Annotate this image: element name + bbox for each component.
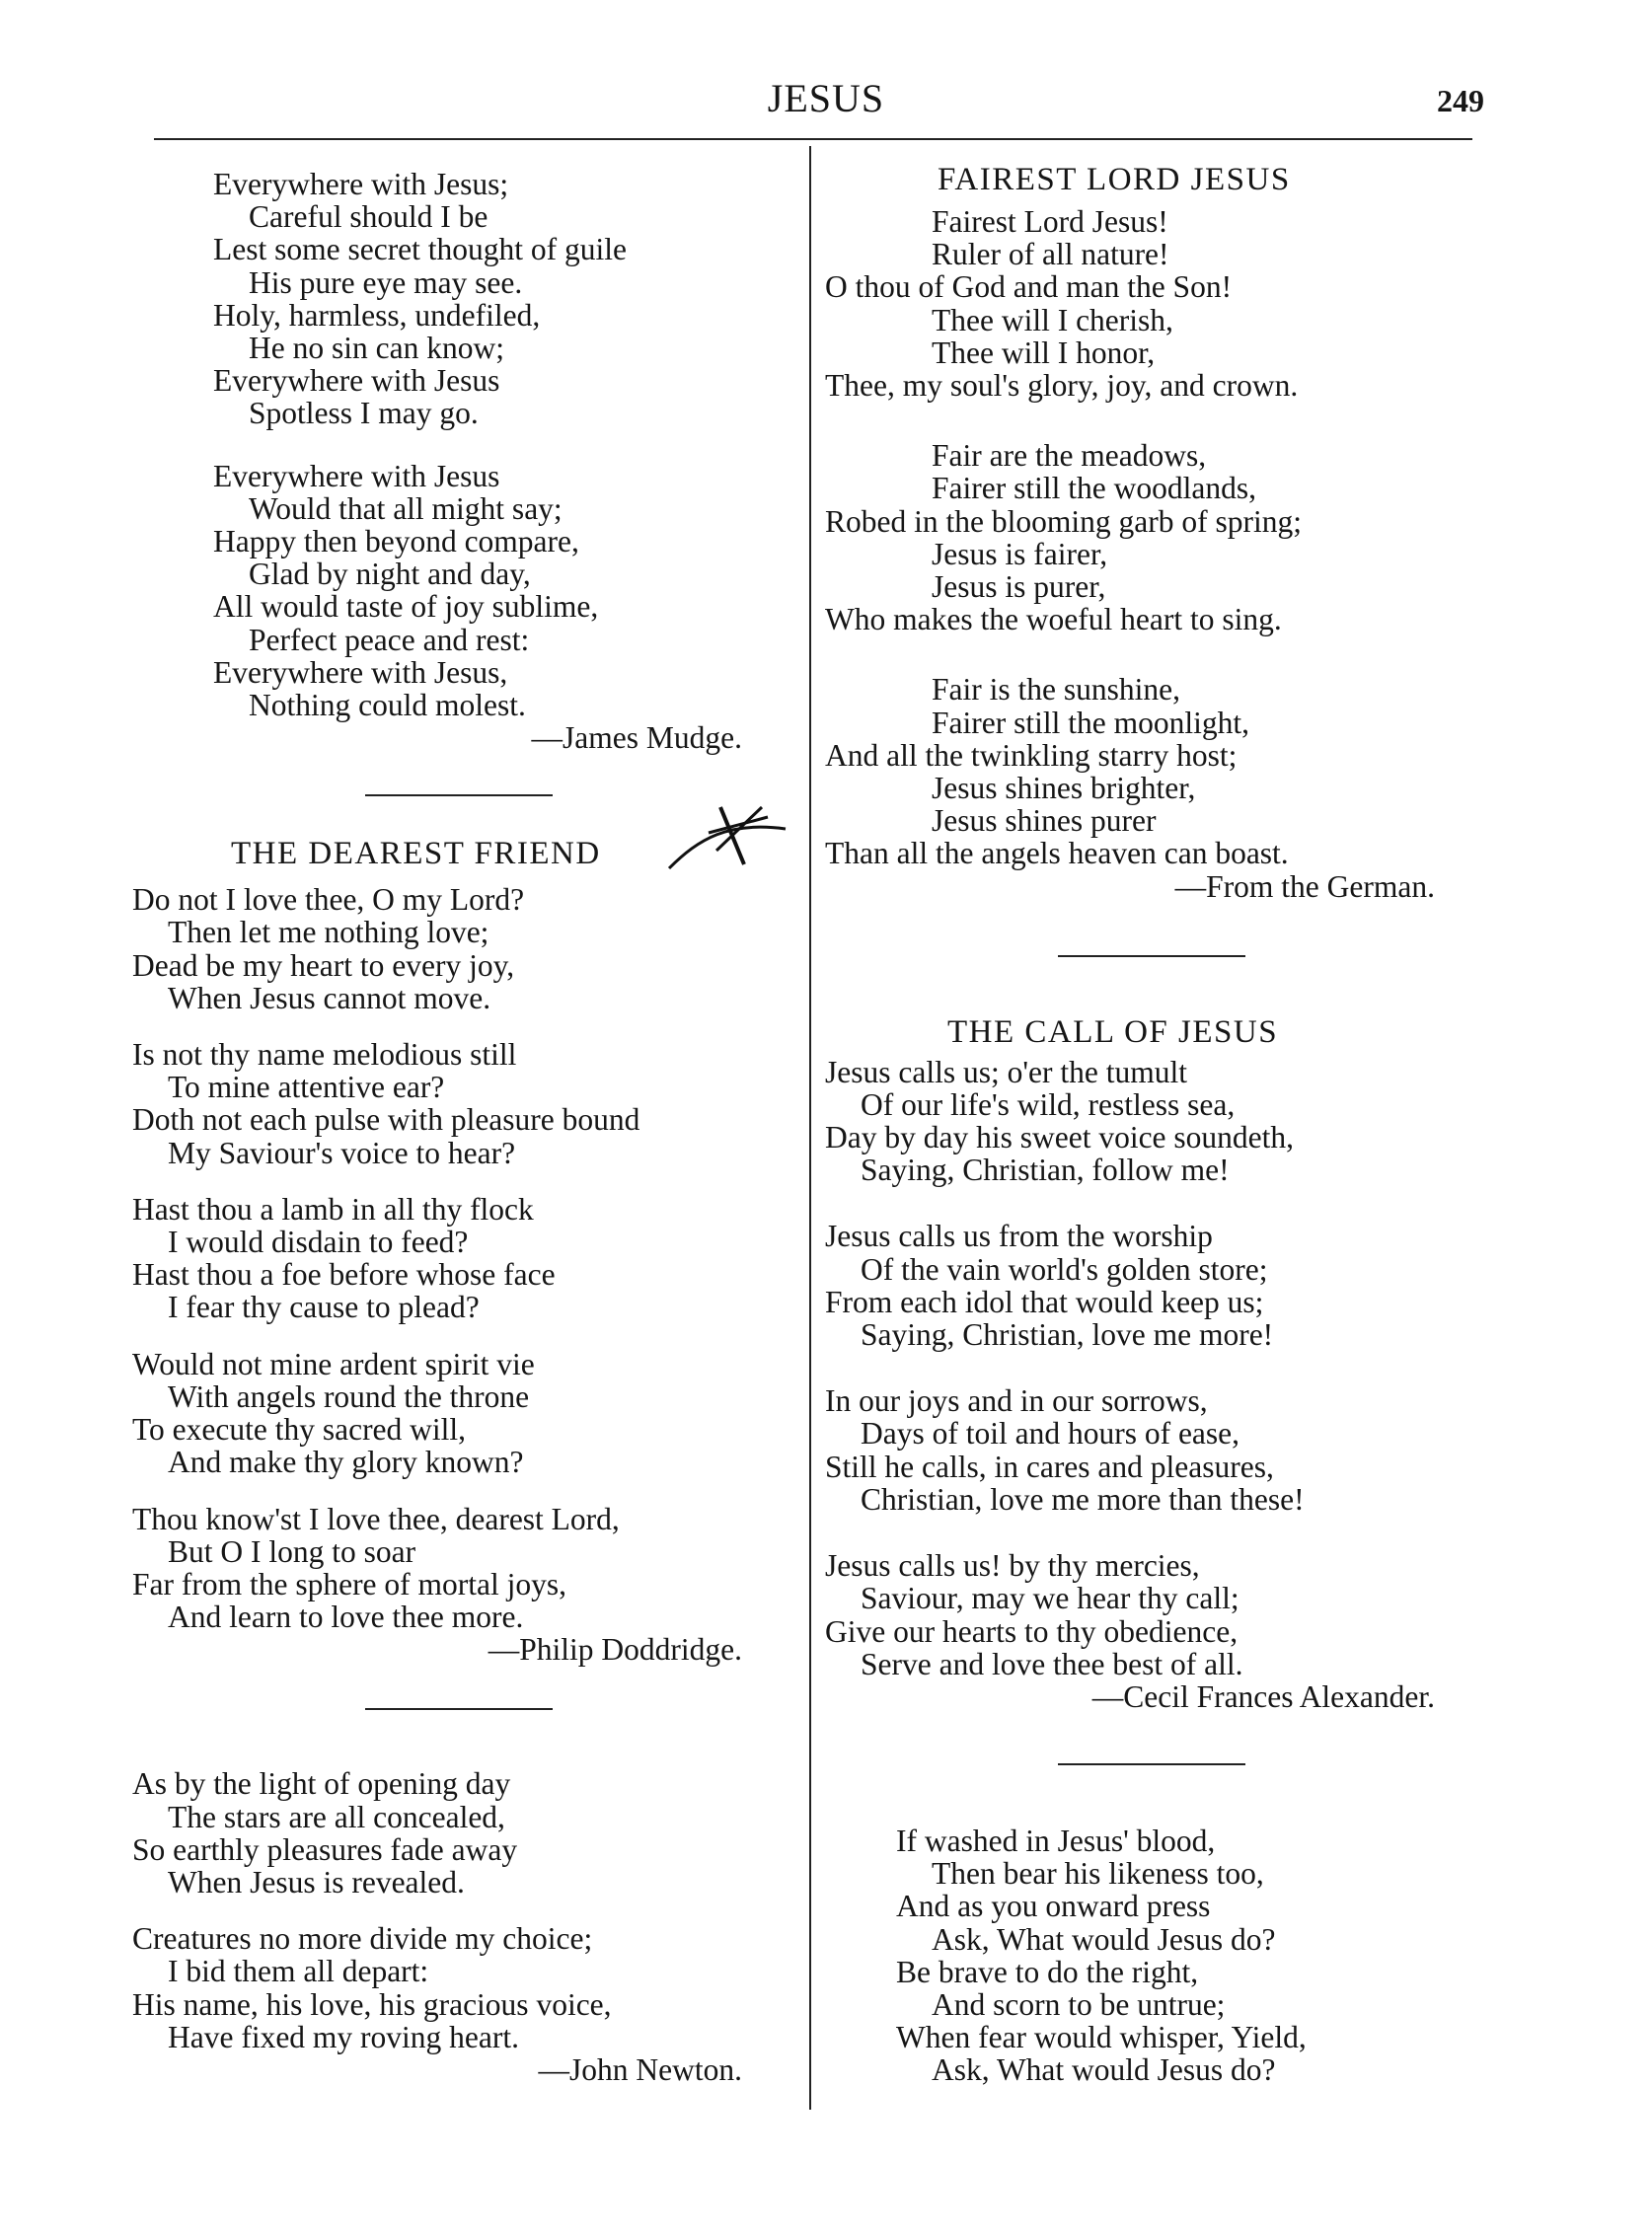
- verse-line: When Jesus cannot move.: [168, 980, 491, 1015]
- verse-line: My Saviour's voice to hear?: [168, 1135, 516, 1170]
- stanza: [825, 1824, 1496, 2087]
- verse-line: In our joys and in our sorrows,: [825, 1383, 1208, 1419]
- verse-line: Thee, my soul's glory, joy, and crown.: [825, 368, 1299, 404]
- verse-line: Give our hearts to thy obedience,: [825, 1613, 1239, 1649]
- verse-line: To execute thy sacred will,: [132, 1412, 467, 1448]
- hymn-call-of-jesus: [825, 1012, 1496, 1714]
- hymn-continuation: [132, 168, 784, 755]
- stanza: [132, 168, 784, 430]
- verse-line: Jesus calls us; o'er the tumult: [825, 1054, 1188, 1089]
- verse-line: When Jesus is revealed.: [168, 1864, 465, 1899]
- stanza: [132, 883, 784, 1014]
- stanza: [825, 1549, 1496, 1680]
- verse-line: And all the twinkling starry host;: [825, 737, 1238, 773]
- left-column: [132, 168, 784, 2087]
- verse-line: His pure eye may see.: [249, 264, 523, 300]
- verse-line: Everywhere with Jesus;: [213, 167, 509, 201]
- verse-line: Ruler of all nature!: [932, 237, 1169, 272]
- verse-line: Doth not each pulse with pleasure bound: [132, 1102, 640, 1138]
- verse-line: Saying, Christian, love me more!: [861, 1317, 1274, 1353]
- verse-line: I would disdain to feed?: [168, 1225, 469, 1260]
- stanza: [132, 1767, 784, 1899]
- verse-line: Spotless I may go.: [249, 396, 479, 431]
- verse-line: But O I long to soar: [168, 1533, 416, 1569]
- verse-line: I bid them all depart:: [168, 1954, 429, 1989]
- verse-line: Jesus shines brighter,: [932, 771, 1196, 806]
- verse-line: If washed in Jesus' blood,: [896, 1823, 1216, 1858]
- verse-line: Thee will I honor,: [932, 335, 1156, 370]
- stanza: [825, 1220, 1496, 1351]
- verse-line: Fairest Lord Jesus!: [932, 204, 1168, 239]
- verse-line: Who makes the woeful heart to sing.: [825, 602, 1282, 637]
- verse-line: Lest some secret thought of guile: [213, 232, 628, 267]
- verse-line: When fear would whisper, Yield,: [896, 2020, 1307, 2055]
- verse-line: Then bear his likeness too,: [932, 1856, 1264, 1892]
- stanza: [825, 1056, 1496, 1187]
- verse-line: Then let me nothing love;: [168, 915, 489, 950]
- verse-line: O thou of God and man the Son!: [825, 269, 1233, 305]
- verse-line: Do not I love thee, O my Lord?: [132, 882, 525, 918]
- stanza: [825, 1384, 1496, 1516]
- right-column: [825, 160, 1496, 2087]
- verse-line: Would not mine ardent spirit vie: [132, 1346, 535, 1381]
- verse-line: Saviour, may we hear thy call;: [861, 1581, 1239, 1616]
- verse-line: Is not thy name melodious still: [132, 1037, 517, 1073]
- verse-line: Ask, What would Jesus do?: [932, 2052, 1276, 2088]
- verse-line: Ask, What would Jesus do?: [932, 1921, 1276, 1957]
- verse-line: I fear thy cause to plead?: [168, 1290, 480, 1325]
- verse-line: Everywhere with Jesus: [213, 363, 500, 399]
- verse-line: Thou know'st I love thee, dearest Lord,: [132, 1501, 620, 1536]
- stanza: [132, 1038, 784, 1169]
- verse-line: And make thy glory known?: [168, 1445, 524, 1480]
- verse-line: From each idol that would keep us;: [825, 1284, 1264, 1319]
- verse-line: Everywhere with Jesus,: [213, 654, 508, 690]
- verse-line: Jesus is purer,: [932, 569, 1106, 605]
- stanza: [825, 439, 1496, 635]
- verse-line: Far from the sphere of mortal joys,: [132, 1566, 567, 1601]
- verse-line: As by the light of opening day: [132, 1766, 511, 1802]
- verse-line: Jesus shines purer: [932, 803, 1157, 839]
- verse-line: Dead be my heart to every joy,: [132, 947, 515, 983]
- hymn-fairest-lord-jesus: [825, 160, 1496, 904]
- header-rule: [154, 138, 1472, 140]
- verse-line: With angels round the throne: [168, 1378, 530, 1414]
- verse-line: And learn to love thee more.: [168, 1600, 524, 1635]
- hymn-author: —Cecil Frances Alexander.: [1091, 1678, 1435, 1714]
- hymn-author: —Philip Doddridge.: [488, 1632, 742, 1668]
- verse-line: Than all the angels heaven can boast.: [825, 836, 1289, 871]
- hymn-author: —James Mudge.: [531, 720, 742, 756]
- verse-line: Fairer still the moonlight,: [932, 705, 1249, 740]
- stanza: [132, 1193, 784, 1324]
- verse-line: The stars are all concealed,: [168, 1799, 505, 1834]
- verse-line: So earthly pleasures fade away: [132, 1831, 518, 1867]
- verse-line: Holy, harmless, undefiled,: [213, 297, 541, 333]
- verse-line: Have fixed my roving heart.: [168, 2019, 520, 2054]
- stanza: [132, 460, 784, 722]
- hymn-dearest-friend: [132, 834, 784, 1667]
- verse-line: All would taste of joy sublime,: [213, 589, 599, 625]
- verse-line: Nothing could molest.: [249, 688, 526, 723]
- hymn-author: —John Newton.: [538, 2051, 742, 2087]
- verse-line: Happy then beyond compare,: [213, 524, 579, 559]
- verse-line: Still he calls, in cares and pleasures,: [825, 1449, 1274, 1484]
- verse-line: Jesus calls us from the worship: [825, 1219, 1213, 1254]
- hymn-newton: [132, 1767, 784, 2087]
- verse-line: Be brave to do the right,: [896, 1954, 1199, 1989]
- verse-line: And scorn to be untrue;: [932, 1986, 1226, 2022]
- verse-line: Hast thou a lamb in all thy flock: [132, 1191, 534, 1227]
- verse-line: Thee will I cherish,: [932, 302, 1173, 337]
- verse-line: Creatures no more divide my choice;: [132, 1921, 593, 1957]
- column-divider: [809, 146, 811, 2110]
- hymn-author: —From the German.: [1174, 868, 1435, 904]
- page-number: 249: [1437, 83, 1484, 118]
- verse-line: Saying, Christian, follow me!: [861, 1153, 1230, 1188]
- hymn-title: THE DEAREST FRIEND: [231, 836, 601, 872]
- verse-line: Day by day his sweet voice soundeth,: [825, 1120, 1295, 1155]
- stanza: [132, 1348, 784, 1479]
- verse-line: Serve and love thee best of all.: [861, 1646, 1243, 1681]
- hymn-title: FAIREST LORD JESUS: [938, 162, 1291, 197]
- verse-line: Days of toil and hours of ease,: [861, 1416, 1240, 1452]
- verse-line: Fairer still the woodlands,: [932, 471, 1256, 506]
- verse-line: Of the vain world's golden store;: [861, 1251, 1268, 1287]
- verse-line: Hast thou a foe before whose face: [132, 1257, 556, 1293]
- verse-line: Of our life's wild, restless sea,: [861, 1086, 1236, 1122]
- stanza: [132, 1503, 784, 1634]
- verse-line: Jesus is fairer,: [932, 536, 1108, 571]
- stanza: [825, 205, 1496, 402]
- verse-line: His name, his love, his gracious voice,: [132, 1986, 612, 2022]
- verse-line: Glad by night and day,: [249, 557, 531, 592]
- verse-line: He no sin can know;: [249, 331, 504, 366]
- hymn-what-would-jesus-do: [825, 1824, 1496, 2087]
- verse-line: To mine attentive ear?: [168, 1070, 445, 1105]
- verse-line: Careful should I be: [249, 199, 488, 235]
- verse-line: And as you onward press: [896, 1889, 1211, 1924]
- verse-line: Would that all might say;: [249, 490, 563, 526]
- handwritten-star-mark: [659, 799, 797, 878]
- verse-line: Fair are the meadows,: [932, 438, 1207, 474]
- running-head-title: JESUS: [767, 76, 885, 120]
- verse-line: Perfect peace and rest:: [249, 622, 530, 657]
- verse-line: Robed in the blooming garb of spring;: [825, 503, 1302, 539]
- verse-line: Fair is the sunshine,: [932, 672, 1180, 707]
- verse-line: Everywhere with Jesus: [213, 458, 500, 493]
- verse-line: Christian, love me more than these!: [861, 1481, 1305, 1517]
- stanza: [825, 673, 1496, 869]
- verse-line: Jesus calls us! by thy mercies,: [825, 1548, 1200, 1584]
- stanza: [132, 1922, 784, 2053]
- hymn-title: THE CALL OF JESUS: [947, 1013, 1279, 1050]
- running-head: [0, 75, 1652, 124]
